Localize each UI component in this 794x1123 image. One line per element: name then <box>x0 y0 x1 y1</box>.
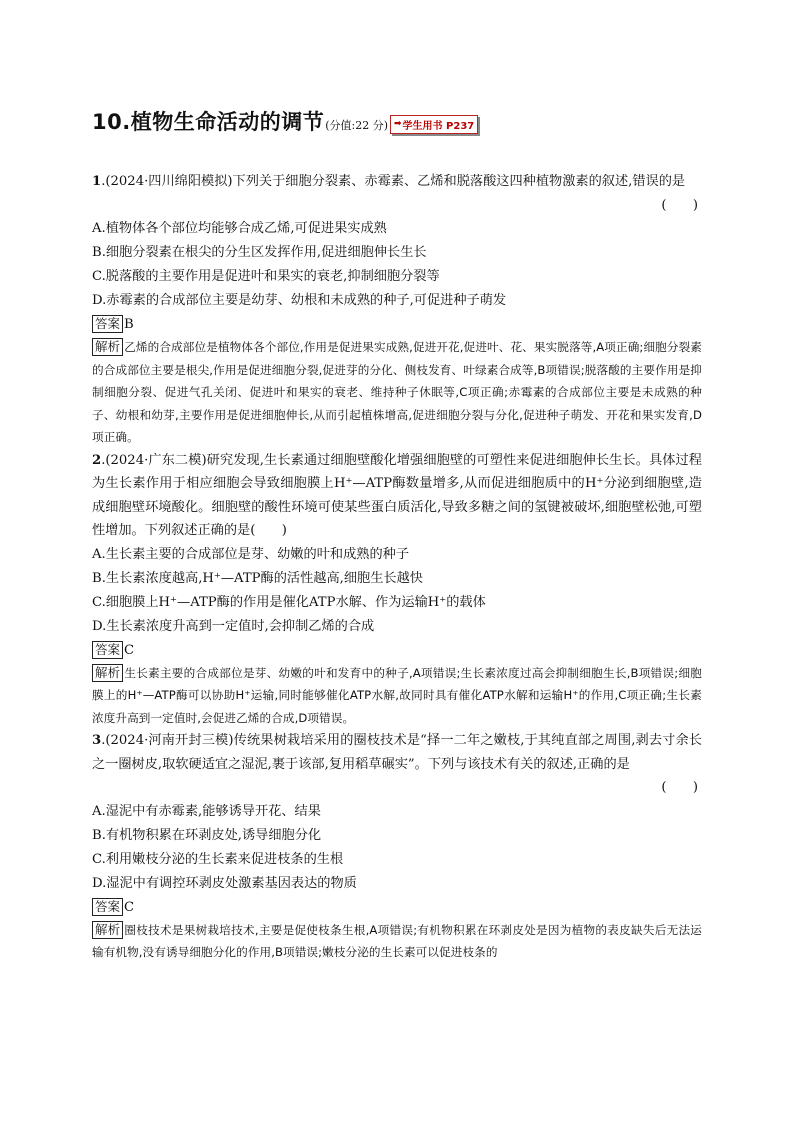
explanation-tag: 解析 <box>92 921 123 939</box>
question-number: 2 <box>92 452 102 468</box>
answer-line <box>92 640 702 662</box>
option-d: D.赤霉素的合成部位主要是幼芽、幼根和未成熟的种子,可促进种子萌发 <box>92 293 507 308</box>
question-1 <box>92 170 702 449</box>
explanation-tag: 解析 <box>92 338 123 356</box>
answer-line <box>92 897 702 919</box>
answer-line <box>92 314 702 336</box>
question-number: 1 <box>92 174 102 189</box>
answer-blank: ( ) <box>661 780 698 795</box>
option-c: C.脱落酸的主要作用是促进叶和果实的衰老,抑制细胞分裂等 <box>92 269 440 284</box>
question-number: 3 <box>92 733 102 748</box>
explanation-text: 圈枝技术是果树栽培技术,主要是促使枝条生根,A项错误;有机物积累在环剥皮处是因为植物的表皮缺失后无法运输有机物,没有诱导细胞分化的作用,B项错误;嫩枝分泌的生长素可以促进枝条的 <box>92 922 702 959</box>
answer-value: C <box>124 899 135 915</box>
option-c: C.利用嫩枝分泌的生长素来促进枝条的生根 <box>92 851 344 867</box>
explanation <box>92 336 702 449</box>
option-a: A.生长素主要的合成部位是芽、幼嫩的叶和成熟的种子 <box>92 546 410 562</box>
question-stem: 1.(2024·四川绵阳模拟)下列关于细胞分裂素、赤霉素、乙烯和脱落酸这四种植物激素的叙述,错误的是 <box>92 174 686 189</box>
score-note: (分值:22 分) <box>325 119 388 132</box>
answer-blank: ( ) <box>661 197 698 213</box>
arrow-right-icon: ➡ <box>394 119 402 129</box>
explanation <box>92 919 702 964</box>
explanation-tag: 解析 <box>92 664 123 682</box>
question-stem: 2.(2024·广东二模)研究发现,生长素通过细胞壁酸化增强细胞壁的可塑性来促进细胞伸长生长。具体过程为生长素作用于相应细胞会导致细胞膜上H⁺—ATP酶数量增多,从而促进细胞质中的H⁺分泌到细胞壁,造成细胞壁环境酸化。细胞壁的酸性环境可使某些蛋白质活化,导致多糖之间的氢键被破坏,细胞壁松弛,可塑性增加。下列叙述正确的是( ) <box>92 452 702 538</box>
student-book-reference[interactable] <box>390 115 478 134</box>
option-a: A.植物体各个部位均能够合成乙烯,可促进果实成熟 <box>92 221 387 236</box>
question-2 <box>92 449 702 730</box>
answer-tag: 答案 <box>92 898 123 916</box>
answer-value: B <box>124 317 134 332</box>
option-a: A.湿泥中有赤霉素,能够诱导开花、结果 <box>92 803 321 819</box>
explanation-text: 乙烯的合成部位是植物体各个部位,作用是促进果实成熟,促进开花,促进叶、花、果实脱落等,A项正确;细胞分裂素的合成部位主要是根尖,作用是促进细胞分裂,促进芽的分化、侧枝发育、叶绿素合成等,B项错误;脱落酸的主要作用是抑制细胞分裂、促进气孔关闭、促进叶和果实的衰老、维持种子休眠等,C项正确;赤霉素的合成部位主要是未成熟的种子、幼根和幼芽,主要作用是促进细胞伸长,从而引起植株增高,促进细胞分裂与分化,促进种子萌发、开花和果实发育,D项正确。 <box>92 340 702 444</box>
explanation <box>92 662 702 730</box>
option-d: D.湿泥中有调控环剥皮处激素基因表达的物质 <box>92 875 357 891</box>
option-b: B.有机物积累在环剥皮处,诱导细胞分化 <box>92 827 322 843</box>
section-title: 10.植物生命活动的调节 <box>92 110 325 134</box>
section-header <box>92 106 478 137</box>
option-b: B.生长素浓度越高,H⁺—ATP酶的活性越高,细胞生长越快 <box>92 570 423 586</box>
answer-value: C <box>124 642 135 658</box>
question-3 <box>92 729 702 964</box>
reference-label: 学生用书 P237 <box>402 120 475 132</box>
option-b: B.细胞分裂素在根尖的分生区发挥作用,促进细胞伸长生长 <box>92 245 427 260</box>
question-list <box>92 170 702 964</box>
explanation-text: 生长素主要的合成部位是芽、幼嫩的叶和发育中的种子,A项错误;生长素浓度过高会抑制细胞生长,B项错误;细胞膜上的H⁺—ATP酶可以协助H⁺运输,同时能够催化ATP水解,故同时具有催化ATP水解和运输H⁺的作用,C项正确;生长素浓度升高到一定值时,会促进乙烯的合成,D项错误。 <box>92 665 702 725</box>
question-stem: 3.(2024·河南开封三模)传统果树栽培采用的圈枝技术是“择一二年之嫩枝,于其纯直部之周围,剥去寸余长之一圈树皮,取软硬适宜之湿泥,裹于该部,复用稻草碾实”。下列与该技术有关的叙述,正确的是 <box>92 733 702 772</box>
answer-tag: 答案 <box>92 315 123 333</box>
answer-tag: 答案 <box>92 641 123 659</box>
option-d: D.生长素浓度升高到一定值时,会抑制乙烯的合成 <box>92 618 375 634</box>
option-c: C.细胞膜上H⁺—ATP酶的作用是催化ATP水解、作为运输H⁺的载体 <box>92 594 486 610</box>
